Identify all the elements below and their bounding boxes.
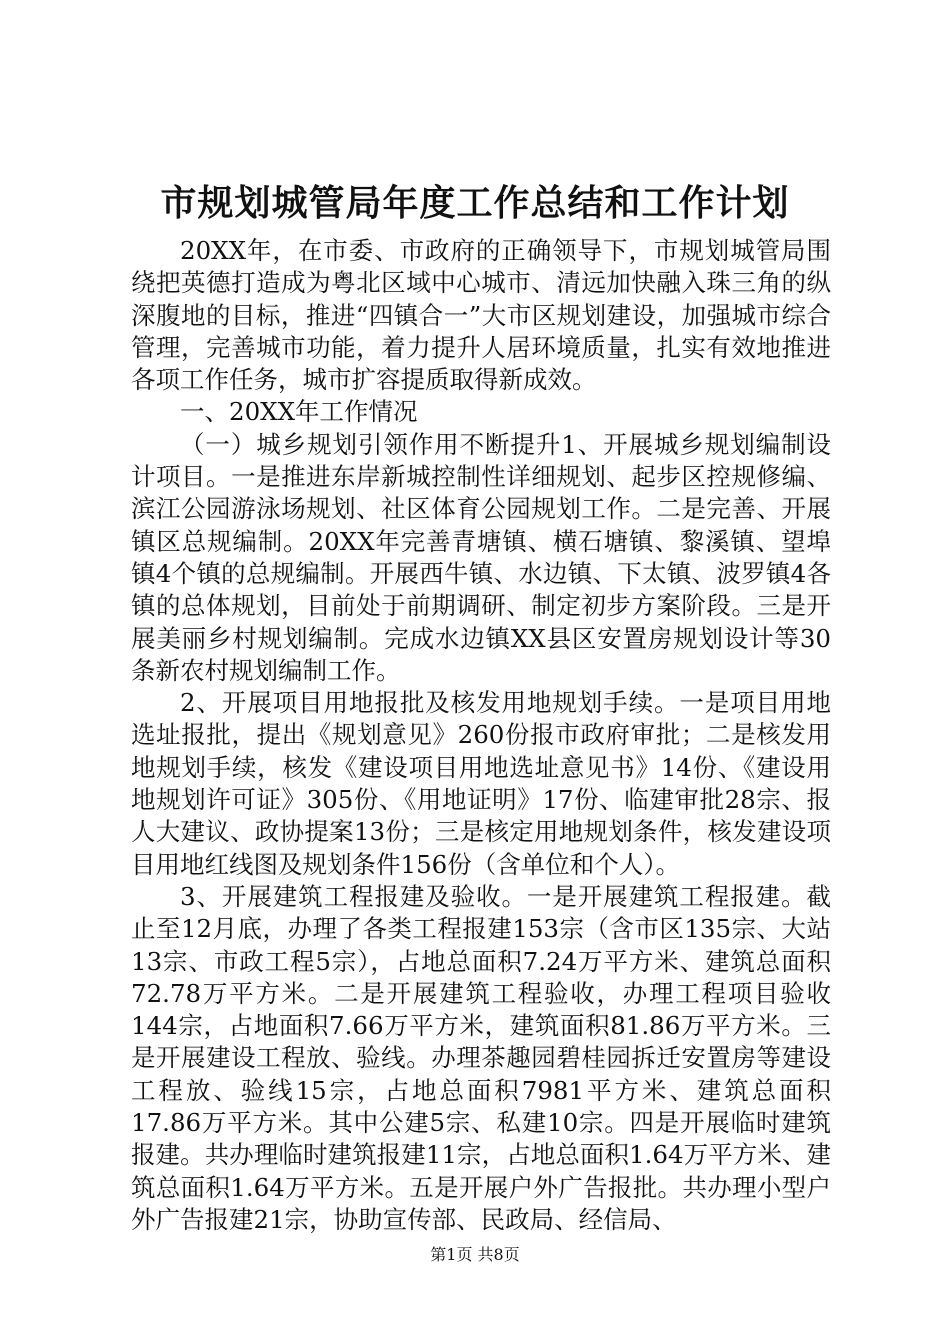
paragraph-intro: 20XX年，在市委、市政府的正确领导下，市规划城管局围绕把英德打造成为粤北区域中心城市、清远加快融入珠三角的纵深腹地的目标，推进“四镇合一”大市区规划建设，加强城市综合管理，完善城市功能，着力提升人居环境质量，扎实有效地推进各项工作任务，城市扩容提质取得新成效。 bbox=[131, 236, 831, 395]
paragraph-construction: 3、开展建筑工程报建及验收。一是开展建筑工程报建。截止至12月底，办理了各类工程报建153宗（含市区135宗、大站13宗、市政工程5宗），占地总面积7.24万平方米、建筑总面积72.78万平方米。二是开展建筑工程验收，办理工程项目验收144宗，占地面积7.66万平方米，建筑面积81.86万平方米。三是开展建设工程放、验线。办理茶趣园碧桂园拆迁安置房等建设工程放、验线15宗，占地总面积7981平方米、建筑总面积17.86万平方米。其中公建5宗、私建10宗。四是开展临时建筑报建。共办理临时建筑报建11宗，占地总面积1.64万平方米、建筑总面积1.64万平方米。五是开展户外广告报批。共办理小型户外广告报建21宗，协助宣传部、民政局、经信局、 bbox=[131, 881, 831, 1234]
document-body bbox=[131, 235, 831, 1236]
section-heading: 一、20XX年工作情况 bbox=[180, 397, 418, 427]
paragraph-land-approval: 2、开展项目用地报批及核发用地规划手续。一是项目用地选址报批，提出《规划意见》260份报市政府审批；二是核发用地规划手续，核发《建设项目用地选址意见书》14份、《建设用地规划许可证》305份、《用地证明》17份、临建审批28宗、报人大建议、政协提案13份；三是核定用地规划条件，核发建设项目用地红线图及规划条件156份（含单位和个人）。 bbox=[131, 688, 831, 879]
document-title: 市规划城管局年度工作总结和工作计划 bbox=[160, 182, 790, 224]
paragraph-planning: （一）城乡规划引领作用不断提升1、开展城乡规划编制设计项目。一是推进东岸新城控制性详细规划、起步区控规修编、滨江公园游泳场规划、社区体育公园规划工作。二是完善、开展镇区总规编制。20XX年完善青塘镇、横石塘镇、黎溪镇、望埠镇4个镇的总规编制。开展西牛镇、水边镇、下太镇、波罗镇4各镇的总体规划，目前处于前期调研、制定初步方案阶段。三是开展美丽乡村规划编制。完成水边镇XX县区安置房规划设计等30条新农村规划编制工作。 bbox=[131, 429, 831, 685]
page-footer: 第1页 共8页 bbox=[430, 1245, 520, 1264]
